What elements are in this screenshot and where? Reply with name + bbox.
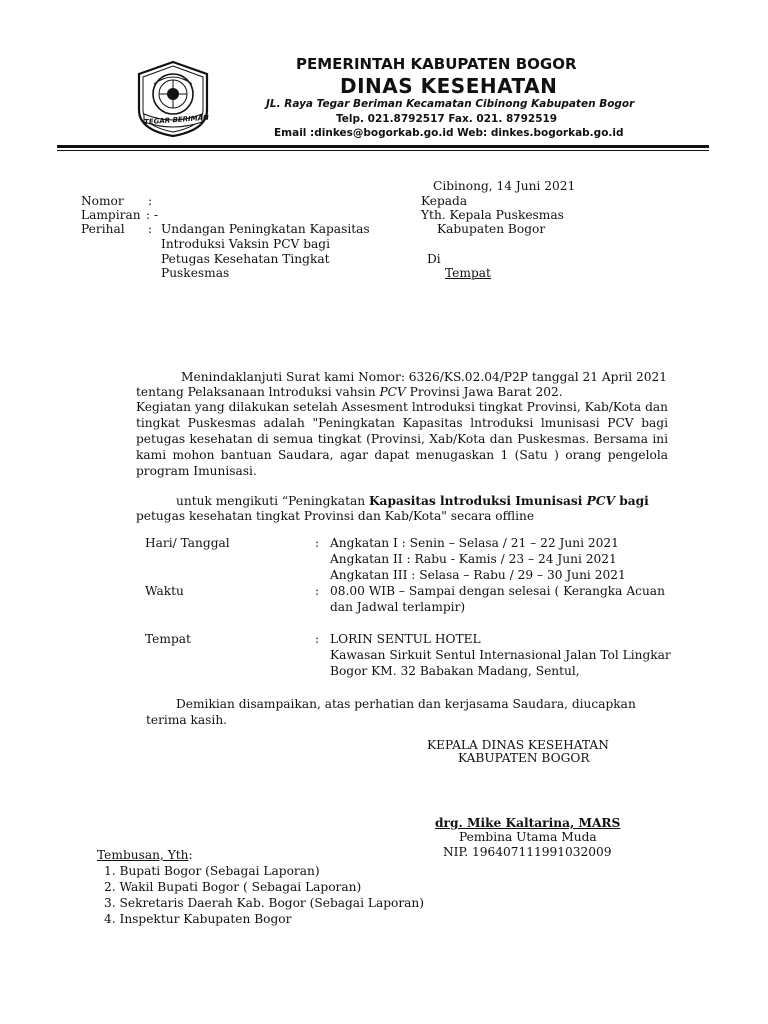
perihal-line: Undangan Peningkatan Kapasitas <box>161 222 370 236</box>
kop-address: JL. Raya Tegar Beriman Kecamatan Cibinong Kabupaten Bogor <box>266 98 635 110</box>
body-p2: Kegiatan yang dilakukan setelah Assesment lntroduksi tingkat Provinsi, Kab/Kota dan tingkat Puskesmas adalah "Peningkatan Kapasitas lntroduksi lmunisasi PCV bagi petugas kesehatan di semua tingkat (Provinsi, Xab/Kota dan Puskesmas. Bersama ini kami mohon bantuan Saudara, agar dapat menugaskan 1 (Satu ) orang pengelola program Imunisasi. <box>136 400 668 478</box>
letterhead-divider-thin <box>57 150 709 151</box>
letterhead-divider <box>57 145 709 148</box>
angkatan-line: Angkatan II : Rabu - Kamis / 23 – 24 Juni 2021 <box>330 552 617 566</box>
body-p3-line1: untuk mengikuti “Peningkatan Kapasitas lntroduksi Imunisasi PCV bagi <box>176 494 649 508</box>
logo-emblem-icon <box>136 60 210 138</box>
schedule-colon: : <box>315 632 320 646</box>
recipient-tempat: Tempat <box>445 266 491 280</box>
signatory-name: drg. Mike Kaltarina, MARS <box>435 816 621 830</box>
letter-date: Cibinong, 14 Juni 2021 <box>433 179 576 193</box>
angkatan-line: Angkatan III : Selasa – Rabu / 29 – 30 Juni 2021 <box>330 568 626 582</box>
lampiran-value: : - <box>146 208 159 222</box>
hari-label: Hari/ Tanggal <box>145 536 230 550</box>
kop-government-name: PEMERINTAH KABUPATEN BOGOR <box>296 55 577 73</box>
signatory-nip: NIP. 196407111991032009 <box>443 845 612 859</box>
tempat-label: Tempat <box>145 632 191 646</box>
signatory-rank: Pembina Utama Muda <box>459 830 597 844</box>
body-p3-line2: petugas kesehatan tingkat Provinsi dan Kab/Kota" secara offline <box>136 509 535 523</box>
tembusan-item: 4. Inspektur Kabupaten Bogor <box>104 912 292 926</box>
kop-agency-name: DINAS KESEHATAN <box>340 74 558 98</box>
signatory-title: KEPALA DINAS KESEHATAN <box>427 738 609 752</box>
waktu-line1: 08.00 WIB – Sampai dengan selesai ( Kerangka Acuan <box>330 584 665 598</box>
lampiran-label: Lampiran <box>81 208 141 222</box>
schedule-colon: : <box>315 536 320 550</box>
perihal-line: Petugas Kesehatan Tingkat <box>161 252 330 266</box>
schedule-colon: : <box>315 584 320 598</box>
waktu-line2: dan Jadwal terlampir) <box>330 600 466 614</box>
perihal-line: Introduksi Vaksin PCV bagi <box>161 237 330 251</box>
recipient-kab: Kabupaten Bogor <box>437 222 546 236</box>
tembusan-heading: Tembusan, Yth: <box>97 848 193 862</box>
perihal-line: Puskesmas <box>161 266 230 280</box>
tempat-line1: LORIN SENTUL HOTEL <box>330 632 481 646</box>
nomor-label: Nomor <box>81 194 124 208</box>
body-p1-line2: tentang Pelaksanaan lntroduksi vahsin PCV Provinsi Jawa Barat 202. <box>136 385 563 399</box>
tembusan-item: 2. Wakil Bupati Bogor ( Sebagai Laporan) <box>104 880 362 894</box>
kop-email: Email :dinkes@bogorkab.go.id Web: dinkes.bogorkab.go.id <box>274 127 624 139</box>
tempat-line2: Kawasan Sirkuit Sentul Internasional Jalan Tol Lingkar <box>330 648 671 662</box>
body-p1-line1: Menindaklanjuti Surat kami Nomor: 6326/KS.02.04/P2P tanggal 21 April 2021 <box>181 370 667 384</box>
recipient-yth: Yth. Kepala Puskesmas <box>421 208 564 222</box>
perihal-colon: : <box>148 222 153 236</box>
closing-line2: terima kasih. <box>146 713 228 727</box>
waktu-label: Waktu <box>145 584 184 598</box>
signatory-title-region: KABUPATEN BOGOR <box>458 751 590 765</box>
recipient-kepada: Kepada <box>421 194 468 208</box>
perihal-label: Perihal <box>81 222 125 236</box>
nomor-value: : <box>148 194 153 208</box>
tembusan-item: 1. Bupati Bogor (Sebagai Laporan) <box>104 864 320 878</box>
tembusan-item: 3. Sekretaris Daerah Kab. Bogor (Sebagai Laporan) <box>104 896 425 910</box>
kop-phone: Telp. 021.8792517 Fax. 021. 8792519 <box>336 113 558 125</box>
closing-line1: Demikian disampaikan, atas perhatian dan kerjasama Saudara, diucapkan <box>176 697 636 711</box>
logo-motto: TEGAR BERIMAN <box>143 113 210 127</box>
recipient-di: Di <box>427 252 441 266</box>
government-logo <box>136 60 210 138</box>
tempat-line3: Bogor KM. 32 Babakan Madang, Sentul, <box>330 664 580 678</box>
angkatan-line: Angkatan I : Senin – Selasa / 21 – 22 Juni 2021 <box>330 536 619 550</box>
